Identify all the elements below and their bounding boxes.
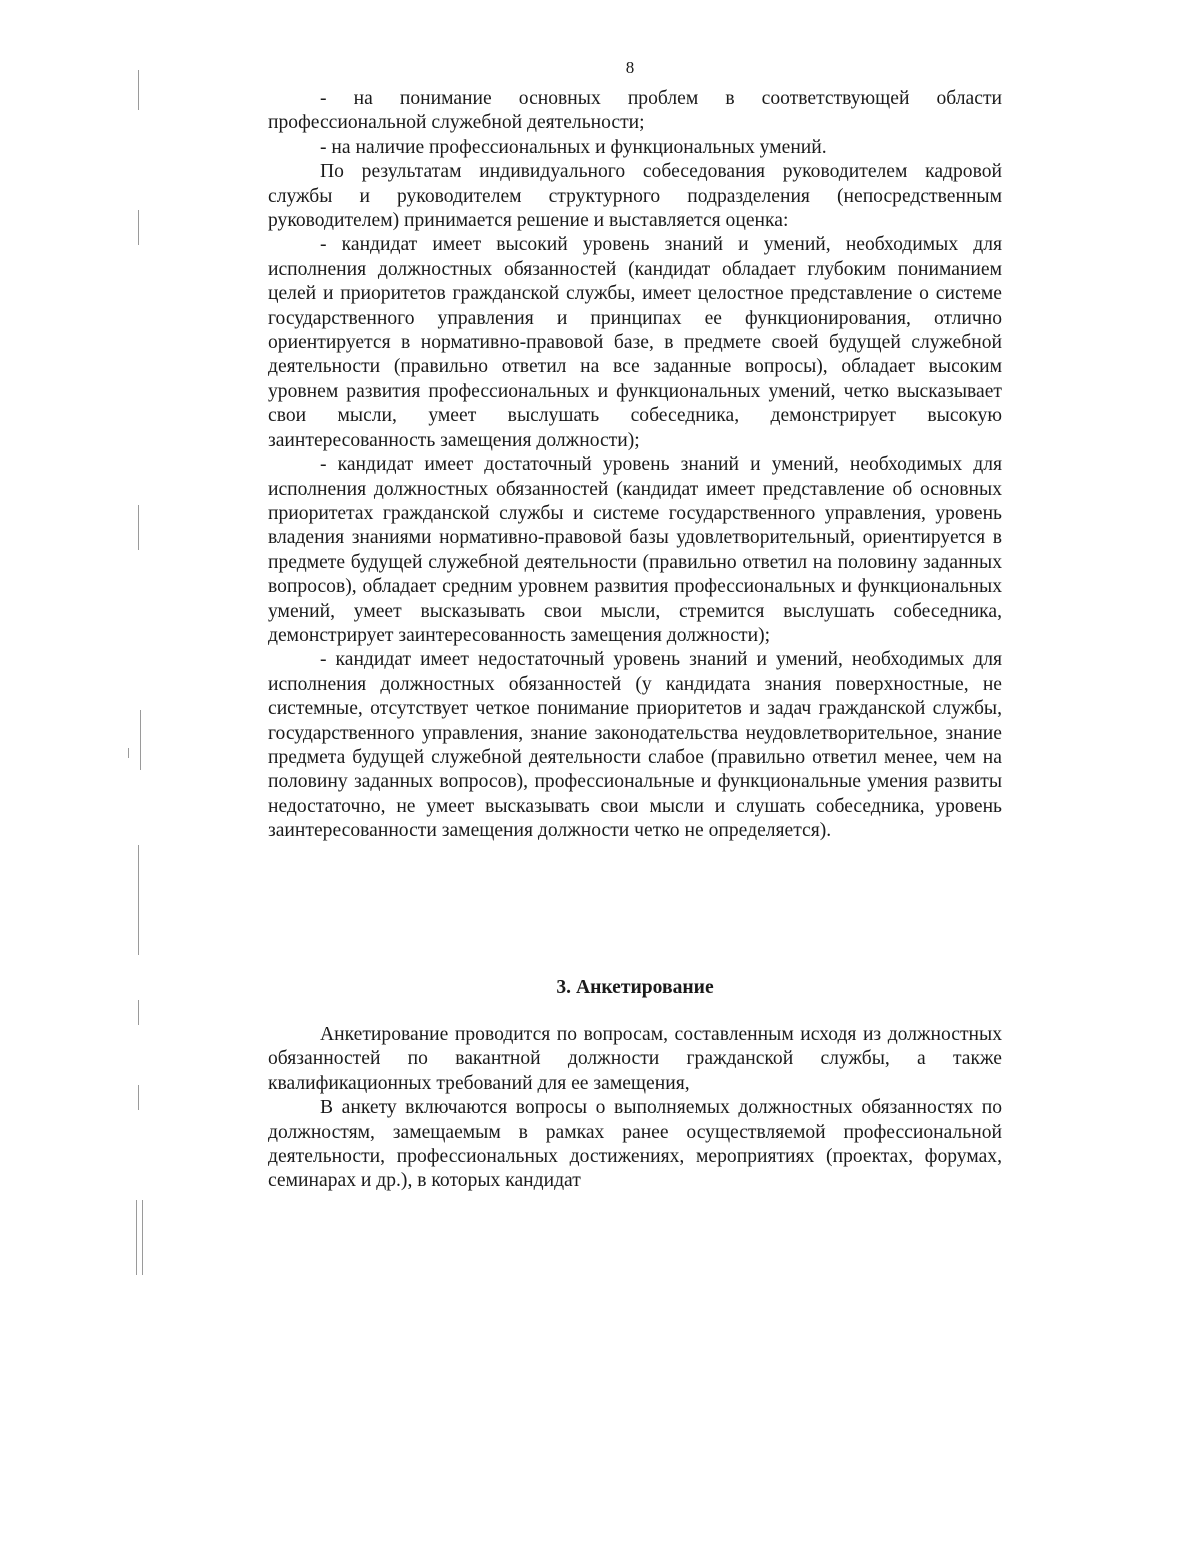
paragraph: Анкетирование проводится по вопросам, составленным исходя из должностных обязанностей по вакантной должности гражданской службы, а также квалификационных требований для ее замещения, [268, 1024, 1002, 1094]
paragraph: По результатам индивидуального собеседования руководителем кадровой службы и руководителем структурного подразделения (непосредственным руководителем) принимается решение и выставляется оценка: [268, 161, 1002, 232]
paragraph: - на понимание основных проблем в соответствующей области профессиональной служебной деятельности; [268, 88, 1002, 134]
document-body [268, 87, 1002, 844]
paragraph: - кандидат имеет высокий уровень знаний и умений, необходимых для исполнения должностных обязанностей (кандидат обладает глубоким пониманием целей и приоритетов гражданской службы, имеет целостное представление о системе государственного управления и принципах ее функционирования, отлично ориентируется в нормативно-правовой базе, в предмете своей будущей служебной деятельности (правильно ответил на все заданные вопросы), обладает высоким уровнем развития профессиональных и функциональных умений, четко высказывает свои мысли, умеет выслушать собеседника, демонстрирует высокую заинтересованность замещения должности); [268, 234, 1002, 451]
paragraph: В анкету включаются вопросы о выполняемых должностных обязанностях по должностям, замещаемым в рамках ранее осуществляемой профессиональной деятельности, профессиональных достижениях, мероприятиях (проектах, форумах, семинарах и др.), в которых кандидат [268, 1097, 1002, 1192]
section-heading: 3. Анкетирование [556, 977, 714, 998]
section-body [268, 1023, 1002, 1194]
paragraph: - кандидат имеет недостаточный уровень знаний и умений, необходимых для исполнения должностных обязанностей (у кандидата знания поверхностные, не системные, отсутствует четкое понимание приоритетов и задач гражданской службы, государственного управления, знание законодательства неудовлетворительное, знание предмета будущей служебной деятельности слабое (правильно ответил менее, чем на половину заданных вопросов), профессиональные и функциональные умения развиты недостаточно, не умеет высказывать свои мысли и слушать собеседника, уровень заинтересованности замещения должности четко не определяется). [268, 649, 1002, 842]
scan-edge-marks [128, 0, 150, 1290]
paragraph: - кандидат имеет достаточный уровень знаний и умений, необходимых для исполнения должностных обязанностей (кандидат имеет представление об основных приоритетах гражданской службы и системе государственного управления, уровень владения знаниями нормативно-правовой базы удовлетворительный, ориентируется в предмете будущей служебной деятельности (правильно ответил на половину заданных вопросов), обладает средним уровнем развития профессиональных и функциональных умений, умеет высказывать свои мысли, стремится выслушать собеседника, демонстрирует заинтересованность замещения должности); [268, 454, 1002, 646]
page-number: 8 [625, 58, 635, 77]
paragraph: - на наличие профессиональных и функциональных умений. [320, 136, 827, 158]
